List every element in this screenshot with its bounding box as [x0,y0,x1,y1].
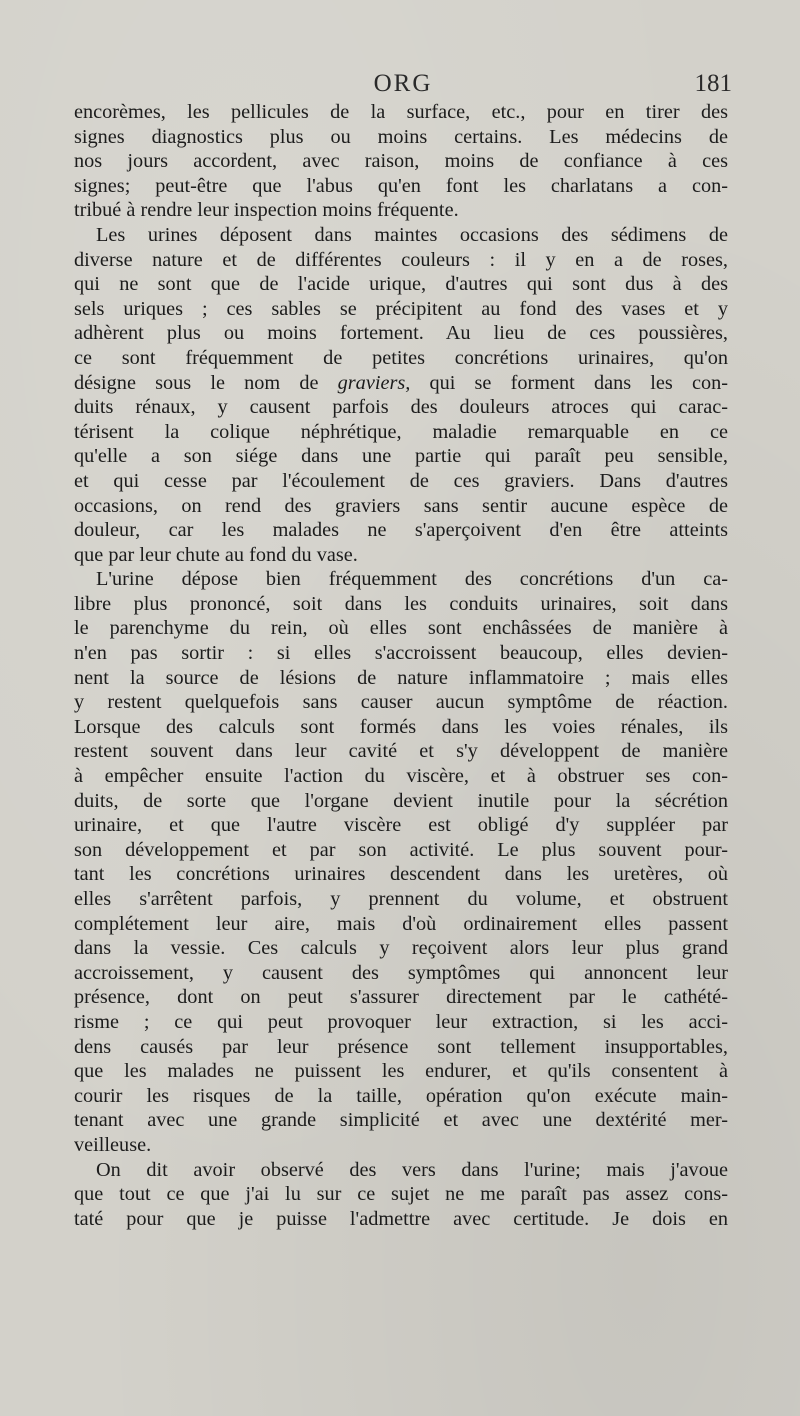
text-line: courir les risques de la taille, opération qu'on exécute main- [74,1084,728,1107]
italic-term: graviers, [337,371,411,394]
text-line: sels uriques ; ces sables se précipitent au fond des vases et y [74,297,728,320]
text-line: tribué à rendre leur inspection moins fréquente. [74,199,459,222]
text-line-with-italic [74,371,728,396]
text-line: son développement et par son activité. Le plus souvent pour- [74,838,728,861]
text-line: tant les concrétions urinaires descendent dans les uretères, où [74,863,728,886]
paragraph-1 [74,100,728,223]
text-line: L'urine dépose bien fréquemment des concrétions d'un ca- [96,568,728,591]
text-line: duits, de sorte que l'organe devient inutile pour la sécrétion [74,789,728,812]
text-line: restent souvent dans leur cavité et s'y développent de manière [74,740,728,763]
text-fragment: désigne sous le nom de [74,371,319,394]
text-line: qu'elle a son siége dans une partie qui paraît peu sensible, [74,445,728,468]
text-line: adhèrent plus ou moins fortement. Au lieu de ces poussières, [74,322,728,345]
text-line: veilleuse. [74,1133,152,1156]
text-line: libre plus prononcé, soit dans les conduits urinaires, soit dans [74,592,728,615]
text-line: dens causés par leur présence sont tellement insupportables, [74,1035,728,1058]
text-line: accroissement, y causent des symptômes qui annoncent leur [74,961,728,984]
text-line: On dit avoir observé des vers dans l'urine; mais j'avoue [96,1158,728,1181]
body-text [74,100,728,1231]
text-line: occasions, on rend des graviers sans sentir aucune espèce de [74,494,728,517]
page-number: 181 [694,70,732,97]
text-line: ce sont fréquemment de petites concrétions urinaires, qu'on [74,346,728,369]
text-line: que tout ce que j'ai lu sur ce sujet ne me paraît pas assez cons- [74,1183,728,1206]
running-head [74,70,732,100]
text-line: encorèmes, les pellicules de la surface, etc., pour en tirer des [74,101,728,123]
text-line: nent la source de lésions de nature inflammatoire ; mais elles [74,666,728,689]
text-line: douleur, car les malades ne s'aperçoivent d'en être atteints [74,519,728,542]
text-line: complétement leur aire, mais d'où ordinairement elles passent [74,912,728,935]
text-line: Les urines déposent dans maintes occasions des sédimens de [96,223,728,246]
text-line: et qui cesse par l'écoulement de ces graviers. Dans d'autres [74,469,728,492]
text-line: n'en pas sortir : si elles s'accroissent beaucoup, elles devien- [74,642,728,665]
paragraph-2 [74,223,728,567]
text-line: y restent quelquefois sans causer aucun symptôme de réaction. [74,691,728,714]
paragraph-3 [74,567,728,1157]
text-line: diverse nature et de différentes couleurs : il y en a de roses, [74,248,728,271]
text-line: que les malades ne puissent les endurer, et qu'ils consentent à [74,1060,728,1083]
text-line: nos jours accordent, avec raison, moins de confiance à ces [74,150,728,173]
text-line: dans la vessie. Ces calculs y reçoivent alors leur plus grand [74,937,728,960]
text-line: signes; peut-être que l'abus qu'en font les charlatans a con- [74,174,728,197]
text-line: présence, dont on peut s'assurer directement par le cathété- [74,986,728,1009]
text-line: térisent la colique néphrétique, maladie remarquable en ce [74,420,728,443]
text-line: risme ; ce qui peut provoquer leur extraction, si les acci- [74,1010,728,1033]
text-line: urinaire, et que l'autre viscère est obligé d'y suppléer par [74,814,728,837]
text-line: tenant avec une grande simplicité et avec une dextérité mer- [74,1109,728,1132]
text-line: elles s'arrêtent parfois, y prennent du volume, et obstruent [74,888,728,910]
text-fragment: qui se forment dans les con- [429,371,728,394]
text-line: le parenchyme du rein, où elles sont enchâssées de manière à [74,617,728,640]
text-line: taté pour que je puisse l'admettre avec certitude. Je dois en [74,1207,728,1230]
text-line: qui ne sont que de l'acide urique, d'autres qui sont dus à des [74,273,728,296]
text-line: Lorsque des calculs sont formés dans les voies rénales, ils [74,715,728,738]
text-line: signes diagnostics plus ou moins certains. Les médecins de [74,125,728,148]
text-line: que par leur chute au fond du vase. [74,543,358,566]
text-line: à empêcher ensuite l'action du viscère, et à obstruer ses con- [74,765,728,788]
paragraph-4 [74,1158,728,1232]
running-title: ORG [373,70,433,97]
text-line: duits rénaux, y causent parfois des douleurs atroces qui carac- [74,396,728,419]
